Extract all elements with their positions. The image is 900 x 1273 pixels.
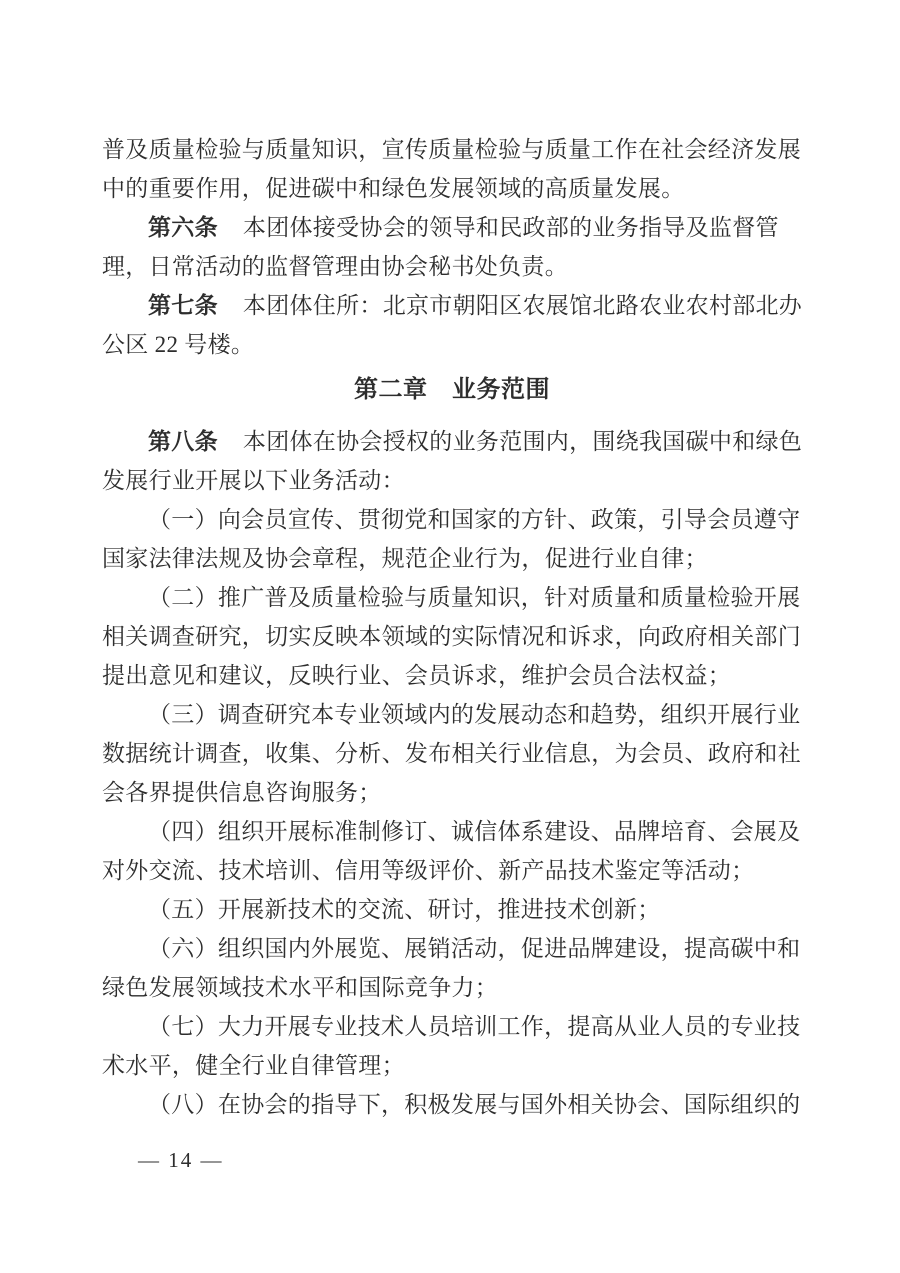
text-line: 提出意见和建议，反映行业、会员诉求，维护会员合法权益； [102,663,732,688]
text-line: 国家法律法规及协会章程，规范企业行为，促进行业自律； [102,546,708,571]
text-line: 相关调查研究，切实反映本领域的实际情况和诉求，向政府相关部门 [102,624,801,649]
text-line: （五）开展新技术的交流、研讨，推进技术创新； [148,897,661,922]
text-line: 公区 22 号楼。 [102,332,255,357]
article-number: 第六条 [148,215,218,240]
document-body [102,130,802,1124]
text-line: （一）向会员宣传、贯彻党和国家的方针、政策，引导会员遵守 [148,507,801,532]
text-line: （七）大力开展专业技术人员培训工作，提高从业人员的专业技 [148,1014,801,1039]
article-number: 第七条 [148,293,218,318]
article-text: 本团体在协会授权的业务范围内，围绕我国碳中和绿色 [242,429,803,454]
text-line: （三）调查研究本专业领域内的发展动态和趋势，组织开展行业 [148,702,801,727]
text-line [102,422,802,461]
text-line: 绿色发展领域技术水平和国际竞争力； [102,975,499,1000]
text-line: 发展行业开展以下业务活动： [102,468,405,493]
text-line: （八）在协会的指导下，积极发展与国外相关协会、国际组织的 [148,1092,801,1117]
text-line [102,286,802,325]
text-line: 对外交流、技术培训、信用等级评价、新产品技术鉴定等活动； [102,858,755,883]
text-line: 普及质量检验与质量知识，宣传质量检验与质量工作在社会经济发展 [102,137,801,162]
article-text: 本团体接受协会的领导和民政部的业务指导及监督管 [242,215,779,240]
text-line: （六）组织国内外展览、展销活动，促进品牌建设，提高碳中和 [148,936,801,961]
text-line: （四）组织开展标准制修订、诚信体系建设、品牌培育、会展及 [148,819,801,844]
article-text: 本团体住所：北京市朝阳区农展馆北路农业农村部北办 [242,293,803,318]
text-line: 理，日常活动的监督管理由协会秘书处负责。 [102,254,568,279]
text-line [102,208,802,247]
text-line: 数据统计调查，收集、分析、发布相关行业信息，为会员、政府和社 [102,741,801,766]
text-line: 术水平，健全行业自律管理； [102,1053,405,1078]
chapter-heading: 第二章 业务范围 [354,376,550,403]
page-number: — 14 — [138,1148,224,1172]
text-line: 会各界提供信息咨询服务； [102,780,382,805]
text-line: 中的重要作用，促进碳中和绿色发展领域的高质量发展。 [102,176,685,201]
page-footer [138,1148,224,1173]
text-line: （二）推广普及质量检验与质量知识，针对质量和质量检验开展 [148,585,801,610]
article-number: 第八条 [148,429,218,454]
